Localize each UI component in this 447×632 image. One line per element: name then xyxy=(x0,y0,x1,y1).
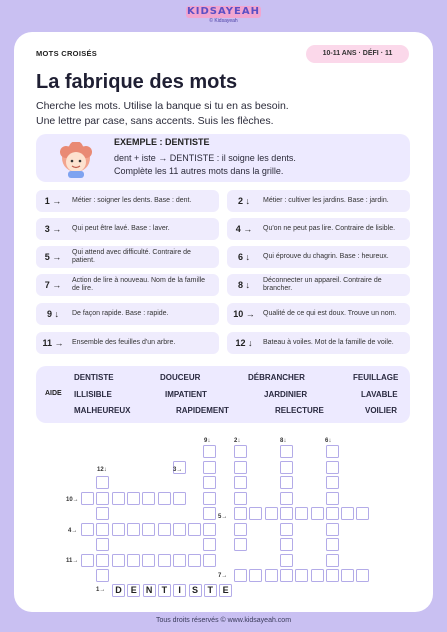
grid-cell[interactable] xyxy=(203,538,216,551)
clue-text: Qualité de ce qui est doux. Trouve un nom. xyxy=(263,309,397,317)
grid-clue-label: 5→ xyxy=(218,514,228,520)
word-bank-item: IMPATIENT xyxy=(165,390,207,399)
grid-cell-filled[interactable]: E xyxy=(219,584,232,597)
word-bank-item: DENTISTE xyxy=(74,373,114,382)
grid-cell[interactable] xyxy=(203,445,216,458)
grid-cell[interactable] xyxy=(249,569,262,582)
grid-cell[interactable] xyxy=(326,538,339,551)
level-badge: 10-11 ANS · DÉFI · 11 xyxy=(306,45,409,63)
clue-number: 4 → xyxy=(235,224,253,234)
grid-cell[interactable] xyxy=(96,554,109,567)
grid-cell[interactable] xyxy=(295,507,308,520)
grid-cell[interactable] xyxy=(203,523,216,536)
grid-cell-filled[interactable]: E xyxy=(127,584,140,597)
clue-text: De façon rapide. Base : rapide. xyxy=(72,309,169,317)
word-bank-item: DOUCEUR xyxy=(160,373,201,382)
brand-logo xyxy=(186,6,261,26)
clue-number: 8 ↓ xyxy=(237,280,250,290)
grid-cell[interactable] xyxy=(280,476,293,489)
grid-cell[interactable] xyxy=(280,554,293,567)
word-bank-item: VOILIER xyxy=(365,406,398,415)
grid-cell[interactable] xyxy=(203,554,216,567)
clue-card xyxy=(227,218,410,240)
footer-copyright: Tous droits réservés © www.kidsayeah.com xyxy=(155,617,292,624)
grid-cell[interactable] xyxy=(234,507,247,520)
clue-card xyxy=(227,190,410,212)
grid-cell[interactable] xyxy=(280,523,293,536)
grid-cell[interactable] xyxy=(142,492,155,505)
grid-cell[interactable] xyxy=(142,554,155,567)
grid-cell[interactable] xyxy=(96,523,109,536)
grid-cell[interactable] xyxy=(203,461,216,474)
grid-clue-label: 2↓ xyxy=(234,438,241,444)
grid-cell-filled[interactable]: S xyxy=(189,584,202,597)
grid-cell[interactable] xyxy=(96,507,109,520)
grid-cell[interactable] xyxy=(326,445,339,458)
brand-byline: © Kidsayeah xyxy=(209,18,238,24)
grid-cell[interactable] xyxy=(81,492,94,505)
grid-cell[interactable] xyxy=(280,445,293,458)
grid-cell[interactable] xyxy=(234,445,247,458)
grid-cell[interactable] xyxy=(326,507,339,520)
clue-card xyxy=(36,274,219,296)
clue-number: 2 ↓ xyxy=(237,196,250,206)
clue-text: Qui attend avec difficulté. Contraire de patient. xyxy=(72,248,191,264)
word-bank-item: DÉBRANCHER xyxy=(248,373,305,382)
clue-number: 5 → xyxy=(44,252,62,262)
clue-card xyxy=(227,303,410,325)
grid-cell[interactable] xyxy=(326,476,339,489)
grid-cell[interactable] xyxy=(112,523,125,536)
grid-cell[interactable] xyxy=(356,507,369,520)
grid-cell[interactable] xyxy=(234,538,247,551)
grid-cell[interactable] xyxy=(188,523,201,536)
word-bank-item: ILLISIBLE xyxy=(74,390,112,399)
grid-clue-label: 6↓ xyxy=(325,438,332,444)
clue-number: 9 ↓ xyxy=(46,309,59,319)
word-bank-item: FEUILLAGE xyxy=(353,373,399,382)
grid-cell[interactable] xyxy=(280,569,293,582)
grid-clue-label: 8↓ xyxy=(280,438,287,444)
clue-card xyxy=(36,190,219,212)
grid-clue-label: 3→ xyxy=(173,467,183,473)
clue-number: 10 → xyxy=(233,309,255,319)
example-title: EXEMPLE : DENTISTE xyxy=(114,137,210,147)
grid-cell[interactable] xyxy=(341,569,354,582)
grid-cell[interactable] xyxy=(96,538,109,551)
grid-cell[interactable] xyxy=(295,569,308,582)
grid-cell[interactable] xyxy=(158,523,171,536)
instructions-line-1: Cherche les mots. Utilise la banque si tu en as besoin. xyxy=(36,100,289,112)
grid-cell[interactable] xyxy=(203,492,216,505)
clue-number: 6 ↓ xyxy=(237,252,250,262)
clue-card xyxy=(36,303,219,325)
grid-cell[interactable] xyxy=(188,554,201,567)
grid-clue-label: 12↓ xyxy=(97,467,107,473)
grid-cell[interactable] xyxy=(112,554,125,567)
grid-cell[interactable] xyxy=(234,569,247,582)
grid-cell[interactable] xyxy=(280,538,293,551)
grid-cell[interactable] xyxy=(326,523,339,536)
clue-number: 11 → xyxy=(42,338,64,348)
word-bank-item: RAPIDEMENT xyxy=(176,406,229,415)
clue-text: Qui éprouve du chagrin. Base : heureux. xyxy=(263,252,389,260)
clue-number: 3 → xyxy=(44,224,62,234)
word-bank-label: AIDE xyxy=(45,390,62,397)
instructions xyxy=(36,99,416,128)
clue-number: 1 → xyxy=(44,196,62,206)
grid-cell[interactable] xyxy=(234,523,247,536)
grid-cell[interactable] xyxy=(234,476,247,489)
grid-clue-label: 4→ xyxy=(68,528,78,534)
grid-clue-label: 10→ xyxy=(66,497,79,503)
word-bank-item: LAVABLE xyxy=(361,390,398,399)
grid-cell[interactable] xyxy=(158,492,171,505)
grid-cell[interactable] xyxy=(96,569,109,582)
clue-text: Action de lire à nouveau. Nom de la famille de lire. xyxy=(72,276,206,292)
grid-cell[interactable] xyxy=(265,569,278,582)
clue-card xyxy=(227,246,410,268)
child-avatar-icon xyxy=(56,142,96,178)
grid-cell[interactable] xyxy=(158,554,171,567)
clue-card xyxy=(36,332,219,354)
example-line-2: Complète les 11 autres mots dans la grille. xyxy=(114,166,284,176)
grid-cell[interactable] xyxy=(173,523,186,536)
grid-cell-filled[interactable]: D xyxy=(112,584,125,597)
grid-cell[interactable] xyxy=(326,492,339,505)
grid-cell[interactable] xyxy=(203,507,216,520)
clue-card xyxy=(36,218,219,240)
grid-cell-filled[interactable]: T xyxy=(158,584,171,597)
grid-clue-label: 1→ xyxy=(96,587,106,593)
grid-cell[interactable] xyxy=(142,523,155,536)
grid-cell[interactable] xyxy=(280,461,293,474)
grid-cell[interactable] xyxy=(249,507,262,520)
grid-cell[interactable] xyxy=(280,507,293,520)
grid-cell[interactable] xyxy=(341,507,354,520)
grid-cell[interactable] xyxy=(311,507,324,520)
word-bank-item: RELECTURE xyxy=(275,406,324,415)
grid-cell[interactable] xyxy=(173,492,186,505)
example-line-1: dent + iste → DENTISTE : il soigne les dents. xyxy=(114,153,296,163)
grid-clue-label: 11→ xyxy=(66,558,79,564)
grid-cell[interactable] xyxy=(280,492,293,505)
grid-cell[interactable] xyxy=(127,492,140,505)
section-kicker: MOTS CROISÉS xyxy=(36,49,98,58)
grid-cell[interactable] xyxy=(326,569,339,582)
grid-cell[interactable] xyxy=(311,569,324,582)
grid-cell[interactable] xyxy=(96,476,109,489)
grid-cell[interactable] xyxy=(356,569,369,582)
grid-cell[interactable] xyxy=(203,476,216,489)
grid-cell-filled[interactable]: T xyxy=(204,584,217,597)
clue-card xyxy=(227,332,410,354)
clue-card xyxy=(36,246,219,268)
grid-cell[interactable] xyxy=(112,492,125,505)
grid-cell[interactable] xyxy=(81,554,94,567)
brand-wordmark: KIDSAYEAH xyxy=(187,6,260,17)
clue-card xyxy=(227,274,410,296)
grid-cell[interactable] xyxy=(326,554,339,567)
clue-text: Qui peut être lavé. Base : laver. xyxy=(72,224,170,232)
grid-cell-filled[interactable]: I xyxy=(173,584,186,597)
grid-cell[interactable] xyxy=(326,461,339,474)
word-bank-item: JARDINIER xyxy=(264,390,308,399)
grid-cell-filled[interactable]: N xyxy=(143,584,156,597)
clue-text: Déconnecter un appareil. Contraire de brancher. xyxy=(263,276,382,292)
page-title: La fabrique des mots xyxy=(36,71,238,93)
clue-number: 7 → xyxy=(44,280,62,290)
instructions-line-2: Une lettre par case, sans accents. Suis les flèches. xyxy=(36,114,274,127)
grid-clue-label: 7→ xyxy=(218,573,228,579)
clue-number: 12 ↓ xyxy=(235,338,253,348)
grid-clue-label: 9↓ xyxy=(204,438,211,444)
grid-cell[interactable] xyxy=(234,461,247,474)
grid-cell[interactable] xyxy=(127,554,140,567)
clue-text: Métier : cultiver les jardins. Base : jardin. xyxy=(263,196,389,204)
grid-cell[interactable] xyxy=(173,554,186,567)
clue-text: Métier : soigner les dents. Base : dent. xyxy=(72,196,192,204)
clue-text: Qu'on ne peut pas lire. Contraire de lisible. xyxy=(263,224,396,232)
word-bank-item: MALHEUREUX xyxy=(74,406,131,415)
grid-cell[interactable] xyxy=(96,492,109,505)
clue-text: Bateau à voiles. Mot de la famille de voile. xyxy=(263,338,394,346)
grid-cell[interactable] xyxy=(265,507,278,520)
grid-cell[interactable] xyxy=(127,523,140,536)
grid-cell[interactable] xyxy=(81,523,94,536)
grid-cell[interactable] xyxy=(234,492,247,505)
clue-text: Ensemble des feuilles d'un arbre. xyxy=(72,338,176,346)
